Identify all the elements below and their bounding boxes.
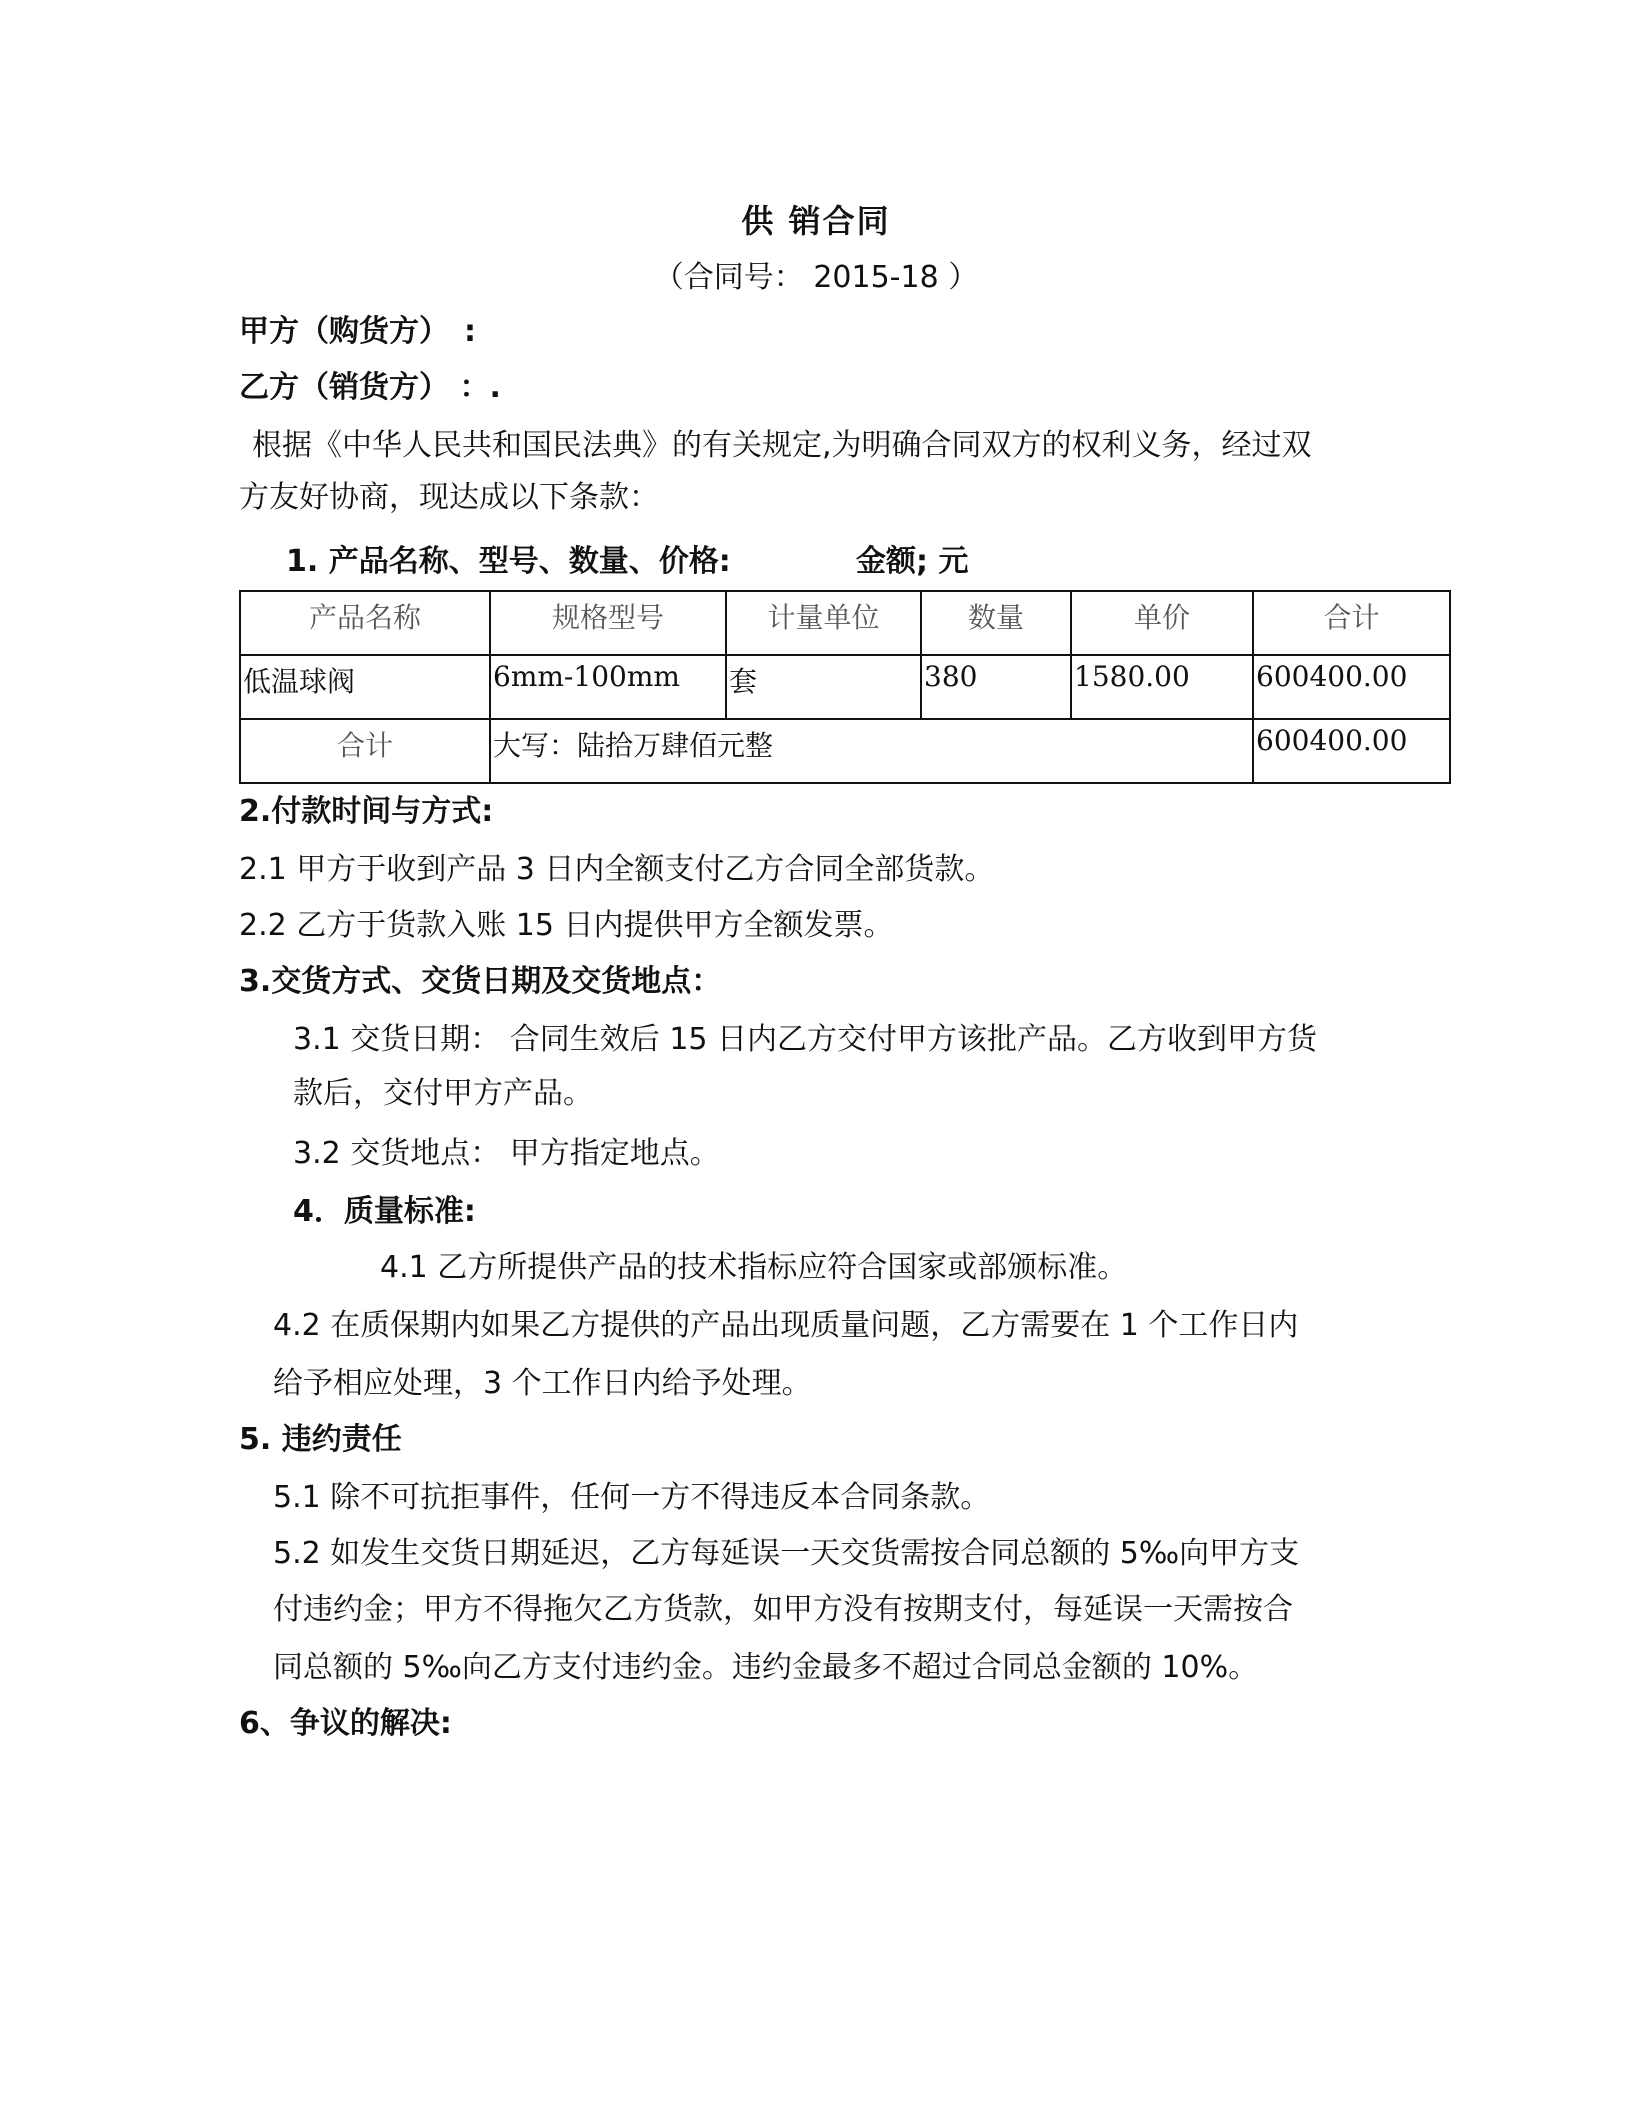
- header-quantity: 数量: [921, 591, 1071, 655]
- section-1-heading: 1. 产品名称、型号、数量、价格:: [286, 544, 731, 579]
- header-total: 合计: [1253, 591, 1450, 655]
- section-4-2-line-2: 给予相应处理，3 个工作日内给予处理。: [273, 1366, 812, 1401]
- cell-unit: 套: [726, 655, 921, 719]
- cell-unit-price: 1580.00: [1071, 655, 1253, 719]
- total-in-words: 大写：陆拾万肆佰元整: [490, 719, 1253, 783]
- section-4-1: 4.1 乙方所提供产品的技术指标应符合国家或部颁标准。: [380, 1250, 1128, 1285]
- section-3-1-line-1: 3.1 交货日期： 合同生效后 15 日内乙方交付甲方该批产品。乙方收到甲方货: [293, 1022, 1318, 1057]
- section-5-2-line-1: 5.2 如发生交货日期延迟，乙方每延误一天交货需按合同总额的 5‰向甲方支: [273, 1536, 1300, 1571]
- cell-total: 600400.00: [1253, 655, 1450, 719]
- section-1-amount-label: 金额; 元: [856, 544, 969, 579]
- header-unit-price: 单价: [1071, 591, 1253, 655]
- section-4-2-line-1: 4.2 在质保期内如果乙方提供的产品出现质量问题，乙方需要在 1 个工作日内: [273, 1308, 1299, 1343]
- party-b-line: 乙方（销货方） ：.: [239, 370, 501, 405]
- section-3-heading: 3.交货方式、交货日期及交货地点：: [239, 964, 722, 999]
- header-unit: 计量单位: [726, 591, 921, 655]
- contract-number: （合同号： 2015-18 ）: [653, 260, 979, 295]
- section-5-2-line-3: 同总额的 5‰向乙方支付违约金。违约金最多不超过合同总金额的 10%。: [273, 1650, 1259, 1685]
- intro-paragraph-line-2: 方友好协商，现达成以下条款：: [239, 480, 659, 515]
- section-5-1: 5.1 除不可抗拒事件，任何一方不得违反本合同条款。: [273, 1480, 991, 1515]
- cell-product-name: 低温球阀: [240, 655, 490, 719]
- header-product-name: 产品名称: [240, 591, 490, 655]
- section-5-2-line-2: 付违约金；甲方不得拖欠乙方货款，如甲方没有按期支付，每延误一天需按合: [273, 1592, 1293, 1627]
- section-2-2: 2.2 乙方于货款入账 15 日内提供甲方全额发票。: [239, 908, 894, 943]
- total-amount: 600400.00: [1253, 719, 1450, 783]
- cell-spec: 6mm-100mm: [490, 655, 726, 719]
- total-label: 合计: [240, 719, 490, 783]
- section-2-heading: 2.付款时间与方式:: [239, 794, 494, 829]
- document-title: 供 销合同: [741, 202, 891, 240]
- table-header-row: [240, 591, 1450, 655]
- table-total-row: [240, 719, 1450, 783]
- section-6-heading: 6、争议的解决:: [239, 1706, 452, 1741]
- section-4-heading: 4．质量标准:: [293, 1194, 476, 1229]
- table-row: [240, 655, 1450, 719]
- party-a-line: 甲方（购货方） :: [239, 314, 476, 349]
- section-2-1: 2.1 甲方于收到产品 3 日内全额支付乙方合同全部货款。: [239, 852, 995, 887]
- product-table: [239, 590, 1451, 784]
- header-spec: 规格型号: [490, 591, 726, 655]
- section-5-heading: 5. 违约责任: [239, 1422, 402, 1457]
- section-3-2: 3.2 交货地点： 甲方指定地点。: [293, 1136, 720, 1171]
- cell-quantity: 380: [921, 655, 1071, 719]
- section-3-1-line-2: 款后，交付甲方产品。: [293, 1076, 593, 1111]
- intro-paragraph-line-1: 根据《中华人民共和国民法典》的有关规定,为明确合同双方的权利义务，经过双: [252, 428, 1312, 463]
